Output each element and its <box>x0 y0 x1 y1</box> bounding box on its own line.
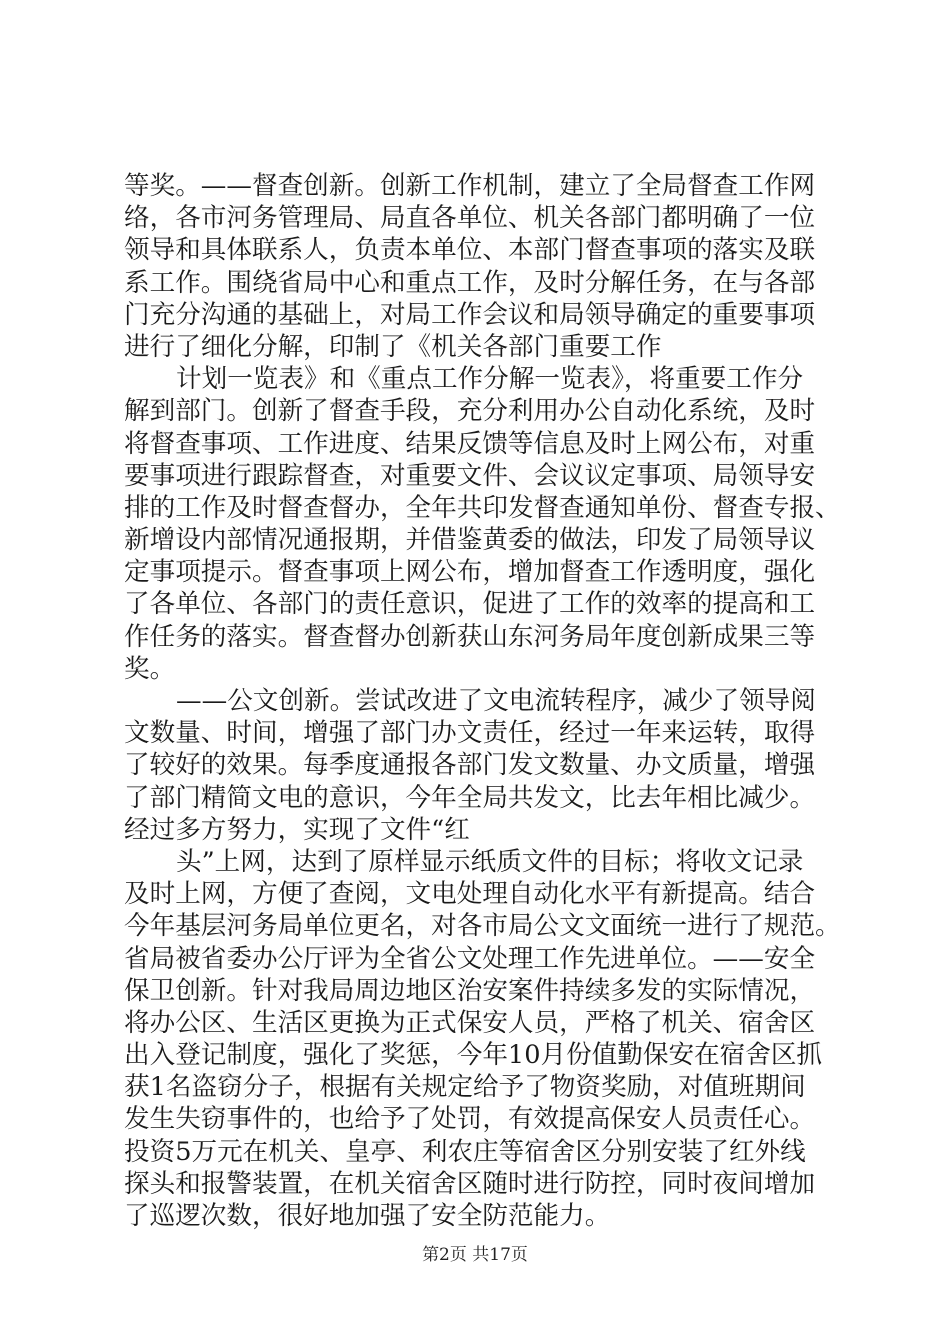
text-line: 定事项提示。督查事项上网公布，增加督查工作透明度，强化 <box>124 557 816 588</box>
text-line: 保卫创新。针对我局周边地区治安案件持续多发的实际情况， <box>124 975 816 1006</box>
text-line: 门充分沟通的基础上，对局工作会议和局领导确定的重要事项 <box>124 299 816 330</box>
body-text <box>124 170 844 1232</box>
text-line: 新增设内部情况通报期，并借鉴黄委的做法，印发了局领导议 <box>124 525 816 556</box>
text-line: 排的工作及时督查督办，全年共印发督查通知单份、督查专报、 <box>124 492 841 523</box>
text-line: 作任务的落实。督查督办创新获山东河务局年度创新成果三等 <box>124 621 816 652</box>
text-line: 今年基层河务局单位更名，对各市局公文文面统一进行了规范。 <box>124 911 841 942</box>
text-line: 了各单位、各部门的责任意识，促进了工作的效率的提高和工 <box>124 589 816 620</box>
text-line: 探头和报警装置，在机关宿舍区随时进行防控，同时夜间增加 <box>124 1168 816 1199</box>
text-line: 奖。 <box>124 653 176 684</box>
text-line: 领导和具体联系人，负责本单位、本部门督查事项的落实及联 <box>124 235 816 266</box>
text-line: 头”上网，达到了原样显示纸质文件的目标；将收文记录 <box>176 846 804 877</box>
text-line: 解到部门。创新了督查手段，充分利用办公自动化系统，及时 <box>124 396 816 427</box>
text-line: 获1名盗窃分子，根据有关规定给予了物资奖励，对值班期间 <box>124 1072 806 1103</box>
text-line: 要事项进行跟踪督查，对重要文件、会议议定事项、局领导安 <box>124 460 816 491</box>
text-line: 了巡逻次数，很好地加强了安全防范能力。 <box>124 1201 611 1231</box>
text-line: 将办公区、生活区更换为正式保安人员，严格了机关、宿舍区 <box>124 1007 816 1038</box>
text-line: 等奖。——督查创新。创新工作机制，建立了全局督查工作网 <box>124 171 816 201</box>
text-line: 经过多方努力，实现了文件“红 <box>124 814 470 845</box>
text-line: 了部门精简文电的意识，今年全局共发文，比去年相比减少。 <box>124 782 816 813</box>
text-line: 计划一览表》和《重点工作分解一览表》，将重要工作分 <box>176 364 804 395</box>
text-line: 络，各市河务管理局、局直各单位、机关各部门都明确了一位 <box>124 203 816 234</box>
text-line: 系工作。围绕省局中心和重点工作，及时分解任务，在与各部 <box>124 267 816 298</box>
text-line: 及时上网，方便了查阅，文电处理自动化水平有新提高。结合 <box>124 879 816 910</box>
text-line: 进行了细化分解，印制了《机关各部门重要工作 <box>124 331 662 362</box>
text-line: 发生失窃事件的，也给予了处罚，有效提高保安人员责任心。 <box>124 1104 816 1135</box>
text-line: 省局被省委办公厅评为全省公文处理工作先进单位。——安全 <box>124 943 816 974</box>
text-line: 投资5万元在机关、皇亭、利农庄等宿舍区分别安装了红外线 <box>124 1136 806 1167</box>
text-line: 了较好的效果。每季度通报各部门发文数量、办文质量，增强 <box>124 750 816 781</box>
page-footer: 第2页 共17页 <box>422 1245 528 1265</box>
text-line: ——公文创新。尝试改进了文电流转程序，减少了领导阅 <box>176 686 816 716</box>
text-line: 出入登记制度，强化了奖惩，今年10月份值勤保安在宿舍区抓 <box>124 1040 823 1071</box>
text-line: 将督查事项、工作进度、结果反馈等信息及时上网公布，对重 <box>124 428 816 459</box>
text-line: 文数量、时间，增强了部门办文责任，经过一年来运转，取得 <box>124 718 816 749</box>
